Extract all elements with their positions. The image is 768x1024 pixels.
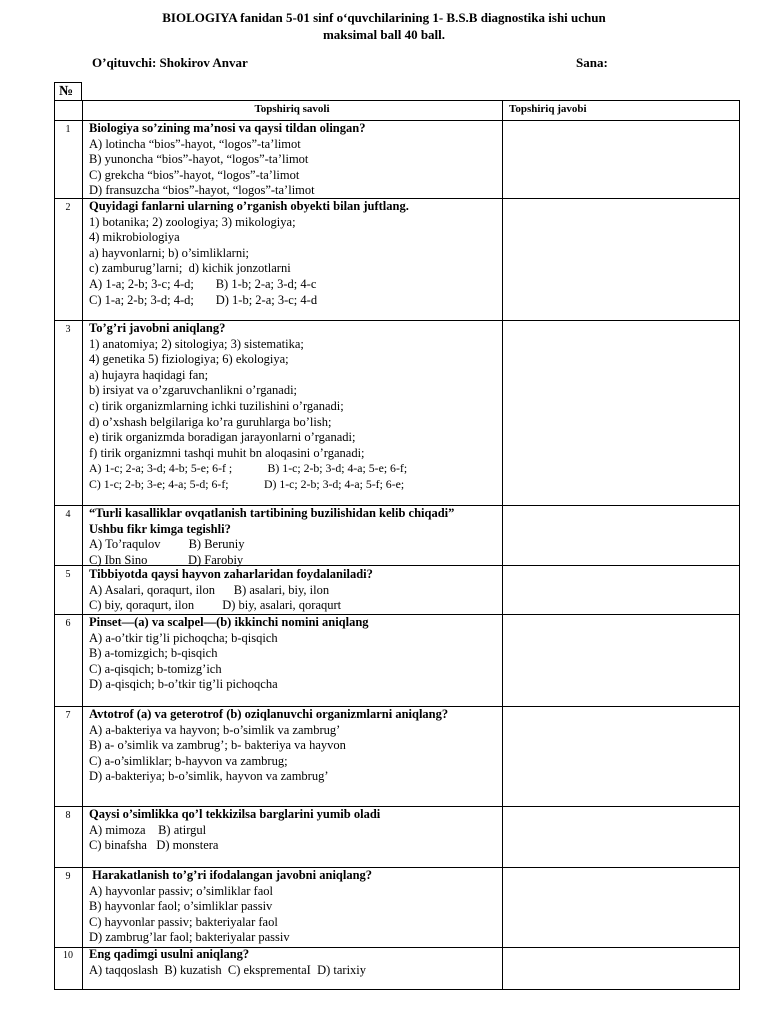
option-line: 4) mikrobiologiya bbox=[89, 230, 180, 245]
option-line: b) irsiyat va o’zgaruvchanlikni o’rganadi; bbox=[89, 383, 298, 398]
option-line: 1) anatomiya; 2) sitologiya; 3) sistematika; bbox=[89, 336, 304, 351]
question-text: Eng qadimgi usulni aniqlang? bbox=[89, 947, 250, 961]
row-number: 8 bbox=[65, 810, 71, 821]
question-text: “Turli kasalliklar ovqatlanish tartibining buzilishidan kelib chiqadi” Ushbu fikr kimga tegishli? bbox=[89, 506, 455, 536]
option-line: D) zambrug’lar faol; bakteriyalar passiv bbox=[89, 930, 290, 945]
option-line: B) hayvonlar faol; o’simliklar passiv bbox=[89, 899, 273, 914]
question-text: Pinset—(a) va scalpel—(b) ikkinchi nomini aniqlang bbox=[89, 615, 369, 629]
question-text: Avtotrof (a) va geterotrof (b) oziqlanuvchi organizmlarni aniqlang? bbox=[89, 707, 449, 721]
option-line: C) 1-c; 2-b; 3-e; 4-a; 5-d; 6-f; D) 1-c; 2-b; 3-d; 4-a; 5-f; 6-e; bbox=[89, 476, 405, 491]
option-line: C) hayvonlar passiv; bakteriyalar faol bbox=[89, 914, 278, 929]
table-border-bottom bbox=[54, 989, 740, 990]
option-line: C) a-o’simliklar; b-hayvon va zambrug; bbox=[89, 753, 288, 768]
option-line: A) To’raqulov B) Beruniy bbox=[89, 537, 245, 552]
option-line: A) lotincha “bios”-hayot, “logos”-ta’limot bbox=[89, 136, 301, 151]
question-cell bbox=[89, 567, 499, 614]
option-line: B) a-tomizgich; b-qisqich bbox=[89, 646, 218, 661]
question-text: To’g’ri javobni aniqlang? bbox=[89, 321, 226, 335]
option-line: B) yunoncha “bios”-hayot, “logos”-ta’limot bbox=[89, 152, 309, 167]
option-line: B) a- o’simlik va zambrug’; b- bakteriya va hayvon bbox=[89, 738, 346, 753]
table-border-right bbox=[739, 100, 740, 990]
number-column-header: № bbox=[59, 84, 74, 99]
row-number: 7 bbox=[65, 710, 71, 721]
column-header-answer: Topshiriq javobi bbox=[509, 103, 587, 115]
row-number: 9 bbox=[65, 871, 71, 882]
answer-column-divider bbox=[502, 100, 503, 990]
option-line: A) hayvonlar passiv; o’simliklar faol bbox=[89, 883, 273, 898]
option-line: a) hayvonlarni; b) o’simliklarni; bbox=[89, 245, 250, 260]
question-text: Biologiya so’zining ma’nosi va qaysi tildan olingan? bbox=[89, 121, 366, 135]
option-line: c) tirik organizmlarning ichki tuzilishini o’rganadi; bbox=[89, 398, 344, 413]
option-line: A) Asalari, qoraqurt, ilon B) asalari, biy, ilon bbox=[89, 582, 330, 597]
option-line: f) tirik organizmni tashqi muhit bn aloqasini o’rganadi; bbox=[89, 445, 365, 460]
option-line: A) 1-a; 2-b; 3-c; 4-d; B) 1-b; 2-a; 3-d; 4-c bbox=[89, 276, 317, 291]
row-number: 10 bbox=[63, 950, 73, 961]
number-column-divider bbox=[82, 100, 83, 990]
option-line: 4) genetika 5) fiziologiya; 6) ekologiya; bbox=[89, 352, 289, 367]
table-border-left bbox=[54, 100, 55, 990]
row-number: 6 bbox=[65, 618, 71, 629]
question-text: Quyidagi fanlarni ularning o’rganish obyekti bilan juftlang. bbox=[89, 199, 409, 213]
row-number: 3 bbox=[65, 324, 71, 335]
question-cell bbox=[89, 121, 499, 199]
option-line: d) o’xshash belgilariga ko’ra guruhlarga bo’lish; bbox=[89, 414, 332, 429]
date-label: Sana: bbox=[576, 55, 608, 70]
option-line: c) zamburug’larni; d) kichik jonzotlarni bbox=[89, 261, 291, 276]
option-line: A) a-bakteriya va hayvon; b-o’simlik va zambrug’ bbox=[89, 722, 341, 737]
question-cell bbox=[89, 506, 479, 568]
option-line: D) a-bakteriya; b-o’simlik, hayvon va zambrug’ bbox=[89, 769, 329, 784]
row-number: 5 bbox=[65, 569, 71, 580]
document-title-line-1: BIOLOGIYA fanidan 5-01 sinf o‘quvchilarining 1- B.S.B diagnostika ishi uchun bbox=[162, 10, 606, 25]
option-line: D) a-qisqich; b-o’tkir tig’li pichoqcha bbox=[89, 677, 278, 692]
option-line: A) taqqoslash B) kuzatish C) eksprementaI D) tarixiy bbox=[89, 962, 367, 977]
question-cell bbox=[89, 199, 499, 308]
question-text: Harakatlanish to’g’ri ifodalangan javobni aniqlang? bbox=[89, 868, 373, 882]
question-cell bbox=[89, 807, 499, 854]
question-cell bbox=[89, 615, 499, 693]
option-line: D) fransuzcha “bios”-hayot, “logos”-ta’limot bbox=[89, 183, 315, 198]
option-line: A) a-o’tkir tig’li pichoqcha; b-qisqich bbox=[89, 630, 278, 645]
option-line: C) a-qisqich; b-tomizg’ich bbox=[89, 661, 222, 676]
question-text: Tibbiyotda qaysi hayvon zaharlaridan foydalaniladi? bbox=[89, 567, 373, 581]
row-number: 2 bbox=[65, 202, 71, 213]
option-line: C) binafsha D) monstera bbox=[89, 838, 219, 853]
option-line: a) hujayra haqidagi fan; bbox=[89, 367, 209, 382]
row-number: 1 bbox=[65, 124, 71, 135]
question-cell bbox=[89, 947, 499, 978]
option-line: A) 1-c; 2-a; 3-d; 4-b; 5-e; 6-f ; B) 1-c; 2-b; 3-d; 4-a; 5-e; 6-f; bbox=[89, 461, 408, 476]
option-line: 1) botanika; 2) zoologiya; 3) mikologiya; bbox=[89, 214, 296, 229]
option-line: C) 1-a; 2-b; 3-d; 4-d; D) 1-b; 2-a; 3-c; 4-d bbox=[89, 292, 318, 307]
option-line: A) mimoza B) atirgul bbox=[89, 822, 207, 837]
option-line: C) grekcha “bios”-hayot, “logos”-ta’limot bbox=[89, 167, 300, 182]
row-number: 4 bbox=[65, 509, 71, 520]
question-text: Qaysi o’simlikka qo’l tekkizilsa barglarini yumib oladi bbox=[89, 807, 381, 821]
option-line: C) biy, qoraqurt, ilon D) biy, asalari, qoraqurt bbox=[89, 598, 342, 613]
question-cell bbox=[89, 707, 449, 785]
question-cell bbox=[89, 868, 499, 946]
option-line: e) tirik organizmda boradigan jarayonlarni o’rganadi; bbox=[89, 430, 356, 445]
document-title-line-2: maksimal ball 40 ball. bbox=[322, 27, 446, 42]
option-line: C) Ibn Sino D) Farobiy bbox=[89, 552, 244, 567]
teacher-name: O’qituvchi: Shokirov Anvar bbox=[92, 55, 248, 70]
column-header-question: Topshiriq savoli bbox=[254, 103, 330, 115]
question-cell bbox=[89, 321, 494, 493]
table-border-top bbox=[54, 100, 740, 101]
